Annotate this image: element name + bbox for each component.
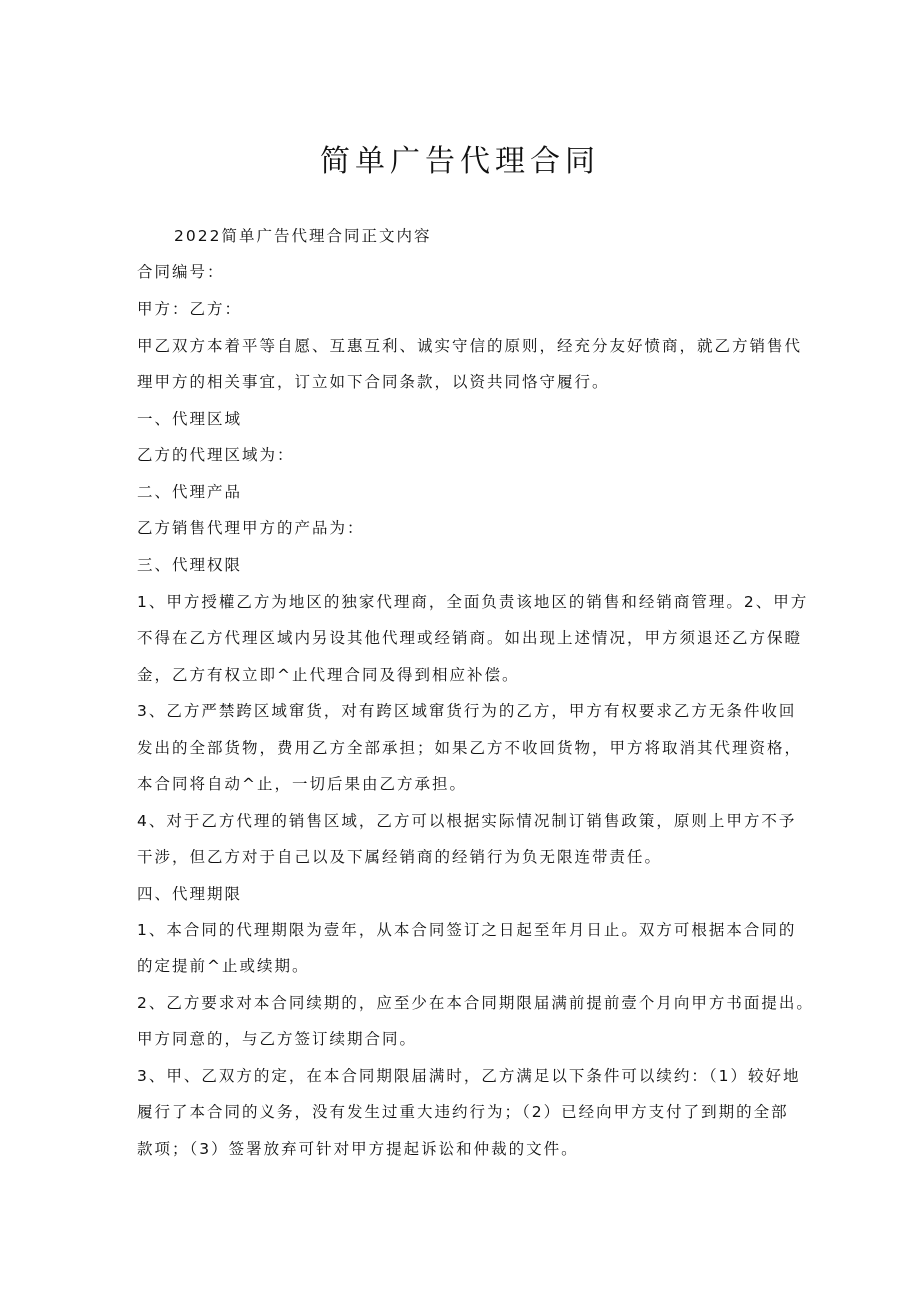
- paragraph-line: 金，乙方有权立即^止代理合同及得到相应补偿。: [137, 666, 520, 684]
- paragraph-line: 甲乙双方本着平等自愿、互惠互利、诚实守信的原则，经充分友好愤商，就乙方销售代: [137, 337, 803, 355]
- paragraph-line: 乙方的代理区域为：: [137, 446, 295, 464]
- paragraph-line: 甲方同意的，与乙方签订续期合同。: [137, 1030, 418, 1048]
- paragraph-line: 理甲方的相关事宜，订立如下合同条款，以资共同恪守履行。: [137, 373, 610, 391]
- parties-line: 甲方：乙方：: [137, 300, 243, 318]
- paragraph-line: 4、对于乙方代理的销售区域，乙方可以根据实际情况制订销售政策，原则上甲方不予: [137, 812, 797, 830]
- paragraph-line: 履行了本合同的义务，没有发生过重大违约行为；（2）已经向甲方支付了到期的全部: [137, 1103, 789, 1121]
- paragraph-line: 干涉，但乙方对于自己以及下属经销商的经销行为负无限连带责任。: [137, 848, 663, 866]
- paragraph-line: 乙方销售代理甲方的产品为：: [137, 519, 365, 537]
- paragraph-line: 3、乙方严禁跨区域窜货，对有跨区域窜货行为的乙方，甲方有权要求乙方无条件收回: [137, 702, 797, 720]
- paragraph-line: 款项；（3）签署放弃可针对甲方提起诉讼和仲裁的文件。: [137, 1140, 579, 1158]
- paragraph-line: 1、本合同的代理期限为壹年，从本合同签订之日起至年月日止。双方可根据本合同的: [137, 921, 797, 939]
- paragraph-line: 2、乙方要求对本合同续期的，应至少在本合同期限届满前提前壹个月向甲方书面提出。: [137, 994, 814, 1012]
- paragraph-line: 3、甲、乙双方的定，在本合同期限届满时，乙方满足以下条件可以续约：（1）较好地: [137, 1067, 801, 1085]
- section-heading: 四、代理期限: [137, 885, 243, 903]
- document-subtitle: 2022简单广告代理合同正文内容: [174, 227, 432, 245]
- paragraph-line: 不得在乙方代理区域内另设其他代理或经销商。如出现上述情况，甲方须退还乙方保瞪: [137, 629, 803, 647]
- paragraph-line: 1、甲方授權乙方为地区的独家代理商，全面负责该地区的销售和经销商管理。2、甲方: [137, 593, 809, 611]
- paragraph-line: 本合同将自动^止，一切后果由乙方承担。: [137, 775, 467, 793]
- paragraph-line: 的定提前^止或续期。: [137, 957, 310, 975]
- contract-number-line: 合同编号：: [137, 263, 225, 281]
- section-heading: 三、代理权限: [137, 556, 243, 574]
- section-heading: 一、代理区域: [137, 410, 243, 428]
- paragraph-line: 发出的全部货物，费用乙方全部承担；如果乙方不收回货物，甲方将取消其代理资格，: [137, 739, 803, 757]
- document-title: 简单广告代理合同: [320, 144, 600, 179]
- section-heading: 二、代理产品: [137, 483, 243, 501]
